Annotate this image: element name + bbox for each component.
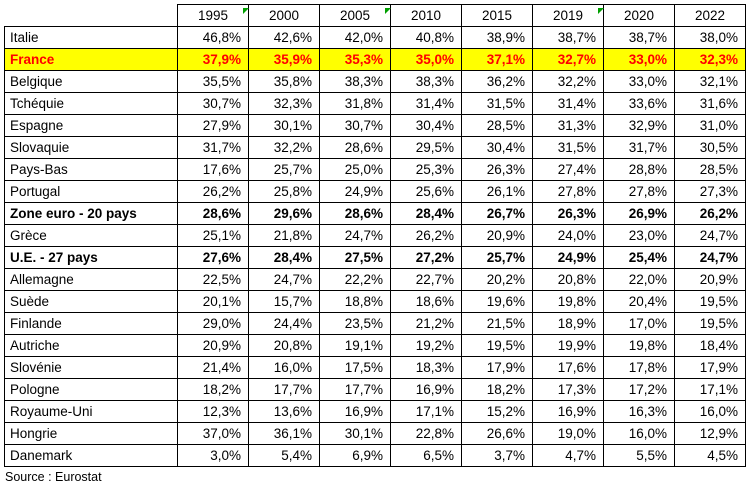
table-row: [5, 291, 746, 313]
cell-value: 37,1%: [462, 49, 533, 71]
table-row: [5, 313, 746, 335]
cell-value: 31,7%: [604, 137, 675, 159]
cell-value: 38,3%: [320, 71, 391, 93]
cell-value: 30,5%: [675, 137, 746, 159]
cell-value: 26,1%: [462, 181, 533, 203]
cell-value: 19,6%: [462, 291, 533, 313]
cell-value: 24,7%: [675, 247, 746, 269]
table-row: [5, 379, 746, 401]
cell-value: 25,8%: [249, 181, 320, 203]
cell-value: 17,3%: [533, 379, 604, 401]
cell-value: 20,9%: [675, 269, 746, 291]
row-label: Portugal: [5, 181, 178, 203]
cell-value: 31,8%: [320, 93, 391, 115]
table-row-france-highlighted: [5, 49, 746, 71]
comment-marker-icon: [243, 8, 249, 14]
cell-value: 20,1%: [178, 291, 249, 313]
cell-value: 17,6%: [178, 159, 249, 181]
cell-value: 19,8%: [604, 335, 675, 357]
table-corner-cell: [5, 5, 178, 27]
cell-value: 25,0%: [320, 159, 391, 181]
cell-value: 24,4%: [249, 313, 320, 335]
cell-value: 19,0%: [533, 423, 604, 445]
cell-value: 18,2%: [178, 379, 249, 401]
cell-value: 42,6%: [249, 27, 320, 49]
table-row: [5, 159, 746, 181]
cell-value: 33,6%: [604, 93, 675, 115]
cell-value: 28,5%: [675, 159, 746, 181]
row-label: Zone euro - 20 pays: [5, 203, 178, 225]
cell-value: 26,2%: [178, 181, 249, 203]
comment-marker-icon: [598, 8, 604, 14]
table-row: [5, 423, 746, 445]
cell-value: 17,5%: [320, 357, 391, 379]
row-label: Grèce: [5, 225, 178, 247]
row-label: Autriche: [5, 335, 178, 357]
cell-value: 27,4%: [533, 159, 604, 181]
cell-value: 30,4%: [391, 115, 462, 137]
cell-value: 31,6%: [675, 93, 746, 115]
cell-value: 37,0%: [178, 423, 249, 445]
cell-value: 17,0%: [604, 313, 675, 335]
table-row: [5, 357, 746, 379]
cell-value: 17,7%: [320, 379, 391, 401]
row-label: Slovénie: [5, 357, 178, 379]
cell-value: 28,6%: [178, 203, 249, 225]
cell-value: 29,5%: [391, 137, 462, 159]
cell-value: 38,7%: [533, 27, 604, 49]
cell-value: 32,7%: [533, 49, 604, 71]
cell-value: 24,7%: [675, 225, 746, 247]
row-label: Pays-Bas: [5, 159, 178, 181]
cell-value: 38,7%: [604, 27, 675, 49]
cell-value: 30,1%: [249, 115, 320, 137]
cell-value: 17,2%: [604, 379, 675, 401]
table-row: [5, 335, 746, 357]
cell-value: 40,8%: [391, 27, 462, 49]
cell-value: 16,9%: [391, 379, 462, 401]
table-row: [5, 27, 746, 49]
cell-value: 20,4%: [604, 291, 675, 313]
comment-marker-icon: [385, 8, 391, 14]
column-header-2005: 2005: [320, 5, 391, 27]
cell-value: 26,2%: [675, 203, 746, 225]
cell-value: 19,1%: [320, 335, 391, 357]
cell-value: 18,9%: [533, 313, 604, 335]
cell-value: 21,2%: [391, 313, 462, 335]
cell-value: 27,8%: [604, 181, 675, 203]
cell-value: 25,7%: [249, 159, 320, 181]
column-header-2020: 2020: [604, 5, 675, 27]
row-label: Italie: [5, 27, 178, 49]
cell-value: 18,4%: [675, 335, 746, 357]
cell-value: 28,6%: [320, 203, 391, 225]
cell-value: 17,1%: [675, 379, 746, 401]
cell-value: 6,9%: [320, 445, 391, 467]
cell-value: 25,3%: [391, 159, 462, 181]
cell-value: 17,7%: [249, 379, 320, 401]
table-row: [5, 115, 746, 137]
cell-value: 22,2%: [320, 269, 391, 291]
table-row-eu27: [5, 247, 746, 269]
cell-value: 18,3%: [391, 357, 462, 379]
cell-value: 36,1%: [249, 423, 320, 445]
cell-value: 24,7%: [320, 225, 391, 247]
cell-value: 19,8%: [533, 291, 604, 313]
row-label: Hongrie: [5, 423, 178, 445]
cell-value: 30,7%: [320, 115, 391, 137]
cell-value: 37,9%: [178, 49, 249, 71]
cell-value: 27,2%: [391, 247, 462, 269]
row-label: Pologne: [5, 379, 178, 401]
row-label: Royaume-Uni: [5, 401, 178, 423]
cell-value: 35,5%: [178, 71, 249, 93]
cell-value: 24,0%: [533, 225, 604, 247]
cell-value: 26,3%: [462, 159, 533, 181]
cell-value: 30,1%: [320, 423, 391, 445]
cell-value: 28,6%: [320, 137, 391, 159]
row-label: U.E. - 27 pays: [5, 247, 178, 269]
cell-value: 15,7%: [249, 291, 320, 313]
cell-value: 5,4%: [249, 445, 320, 467]
cell-value: 30,4%: [462, 137, 533, 159]
row-label: Espagne: [5, 115, 178, 137]
cell-value: 19,9%: [533, 335, 604, 357]
cell-value: 31,4%: [533, 93, 604, 115]
cell-value: 27,5%: [320, 247, 391, 269]
cell-value: 16,0%: [675, 401, 746, 423]
cell-value: 26,3%: [533, 203, 604, 225]
row-label: Finlande: [5, 313, 178, 335]
cell-value: 28,4%: [391, 203, 462, 225]
row-label: Slovaquie: [5, 137, 178, 159]
cell-value: 17,6%: [533, 357, 604, 379]
cell-value: 22,0%: [604, 269, 675, 291]
cell-value: 15,2%: [462, 401, 533, 423]
cell-value: 17,1%: [391, 401, 462, 423]
cell-value: 32,3%: [249, 93, 320, 115]
cell-value: 24,7%: [249, 269, 320, 291]
cell-value: 31,5%: [462, 93, 533, 115]
cell-value: 19,2%: [391, 335, 462, 357]
cell-value: 42,0%: [320, 27, 391, 49]
cell-value: 3,7%: [462, 445, 533, 467]
cell-value: 22,7%: [391, 269, 462, 291]
cell-value: 20,9%: [178, 335, 249, 357]
cell-value: 18,8%: [320, 291, 391, 313]
cell-value: 20,9%: [462, 225, 533, 247]
source-note: Source : Eurostat: [5, 470, 102, 484]
cell-value: 5,5%: [604, 445, 675, 467]
cell-value: 31,4%: [391, 93, 462, 115]
cell-value: 26,6%: [462, 423, 533, 445]
table-header-row: [5, 5, 746, 27]
cell-value: 16,9%: [533, 401, 604, 423]
cell-value: 18,2%: [462, 379, 533, 401]
table-header: [5, 5, 746, 27]
cell-value: 25,6%: [391, 181, 462, 203]
column-header-2010: 2010: [391, 5, 462, 27]
cell-value: 19,5%: [675, 313, 746, 335]
row-label: Suède: [5, 291, 178, 313]
column-header-2015: 2015: [462, 5, 533, 27]
cell-value: 16,3%: [604, 401, 675, 423]
cell-value: 24,9%: [533, 247, 604, 269]
cell-value: 3,0%: [178, 445, 249, 467]
table-row: [5, 93, 746, 115]
cell-value: 31,3%: [533, 115, 604, 137]
column-header-2019: 2019: [533, 5, 604, 27]
cell-value: 46,8%: [178, 27, 249, 49]
cell-value: 36,2%: [462, 71, 533, 93]
table-row: [5, 71, 746, 93]
cell-value: 28,4%: [249, 247, 320, 269]
cell-value: 12,9%: [675, 423, 746, 445]
cell-value: 33,0%: [604, 49, 675, 71]
cell-value: 16,9%: [320, 401, 391, 423]
cell-value: 26,9%: [604, 203, 675, 225]
cell-value: 28,8%: [604, 159, 675, 181]
cell-value: 4,5%: [675, 445, 746, 467]
cell-value: 27,8%: [533, 181, 604, 203]
cell-value: 23,0%: [604, 225, 675, 247]
cell-value: 19,5%: [675, 291, 746, 313]
cell-value: 13,6%: [249, 401, 320, 423]
cell-value: 35,8%: [249, 71, 320, 93]
cell-value: 24,9%: [320, 181, 391, 203]
column-header-2022: 2022: [675, 5, 746, 27]
cell-value: 31,5%: [533, 137, 604, 159]
column-header-1995: 1995: [178, 5, 249, 27]
cell-value: 19,5%: [462, 335, 533, 357]
row-label: Danemark: [5, 445, 178, 467]
cell-value: 32,2%: [533, 71, 604, 93]
cell-value: 32,9%: [604, 115, 675, 137]
cell-value: 35,9%: [249, 49, 320, 71]
cell-value: 17,8%: [604, 357, 675, 379]
cell-value: 32,3%: [675, 49, 746, 71]
cell-value: 38,0%: [675, 27, 746, 49]
table-body: [5, 27, 746, 467]
cell-value: 33,0%: [604, 71, 675, 93]
cell-value: 26,2%: [391, 225, 462, 247]
cell-value: 32,1%: [675, 71, 746, 93]
row-label: Allemagne: [5, 269, 178, 291]
row-label: Tchéquie: [5, 93, 178, 115]
cell-value: 20,2%: [462, 269, 533, 291]
cell-value: 27,6%: [178, 247, 249, 269]
table-row-euro-zone: [5, 203, 746, 225]
cell-value: 26,7%: [462, 203, 533, 225]
row-label: Belgique: [5, 71, 178, 93]
cell-value: 22,5%: [178, 269, 249, 291]
cell-value: 35,0%: [391, 49, 462, 71]
table-row: [5, 401, 746, 423]
cell-value: 25,7%: [462, 247, 533, 269]
cell-value: 4,7%: [533, 445, 604, 467]
cell-value: 31,0%: [675, 115, 746, 137]
row-label: France: [5, 49, 178, 71]
spreadsheet-sheet: [0, 4, 755, 490]
cell-value: 17,9%: [462, 357, 533, 379]
table-row: [5, 181, 746, 203]
cell-value: 20,8%: [533, 269, 604, 291]
cell-value: 22,8%: [391, 423, 462, 445]
cell-value: 28,5%: [462, 115, 533, 137]
cell-value: 21,8%: [249, 225, 320, 247]
cell-value: 20,8%: [249, 335, 320, 357]
cell-value: 16,0%: [249, 357, 320, 379]
cell-value: 25,4%: [604, 247, 675, 269]
cell-value: 25,1%: [178, 225, 249, 247]
cell-value: 21,5%: [462, 313, 533, 335]
cell-value: 18,6%: [391, 291, 462, 313]
cell-value: 27,9%: [178, 115, 249, 137]
cell-value: 29,0%: [178, 313, 249, 335]
table-row: [5, 269, 746, 291]
comparison-table: [4, 4, 746, 467]
cell-value: 32,2%: [249, 137, 320, 159]
cell-value: 21,4%: [178, 357, 249, 379]
table-row: [5, 445, 746, 467]
cell-value: 16,0%: [604, 423, 675, 445]
cell-value: 12,3%: [178, 401, 249, 423]
cell-value: 30,7%: [178, 93, 249, 115]
cell-value: 35,3%: [320, 49, 391, 71]
cell-value: 38,3%: [391, 71, 462, 93]
table-row: [5, 137, 746, 159]
cell-value: 38,9%: [462, 27, 533, 49]
cell-value: 29,6%: [249, 203, 320, 225]
cell-value: 6,5%: [391, 445, 462, 467]
table-row: [5, 225, 746, 247]
cell-value: 17,9%: [675, 357, 746, 379]
cell-value: 31,7%: [178, 137, 249, 159]
column-header-2000: 2000: [249, 5, 320, 27]
cell-value: 27,3%: [675, 181, 746, 203]
cell-value: 23,5%: [320, 313, 391, 335]
